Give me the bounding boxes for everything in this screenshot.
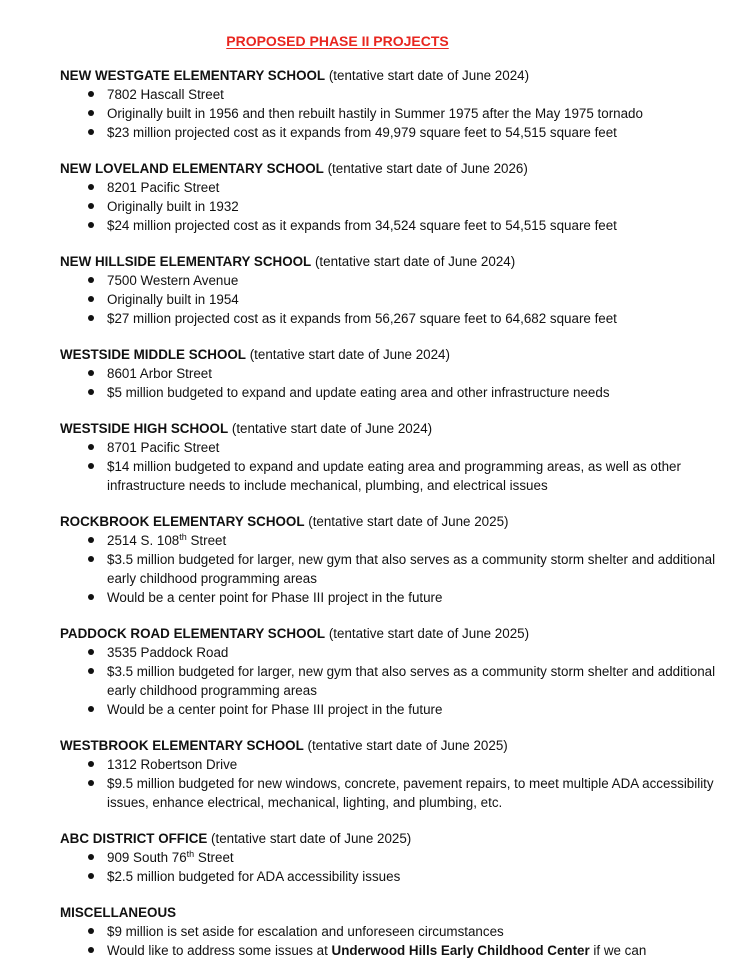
bullet-text: 909 South 76 (107, 850, 187, 865)
project-section (60, 737, 720, 812)
bullet-item: 1312 Robertson Drive (60, 755, 720, 774)
bullet-item: $3.5 million budgeted for larger, new gym that also serves as a community storm shelter and additional early childhood programming areas (60, 662, 720, 700)
start-date-note: (tentative start date of June 2024) (325, 68, 530, 83)
start-date-note: (tentative start date of June 2025) (325, 626, 530, 641)
bullet-text: Street (194, 850, 234, 865)
bullet-item: $5 million budgeted to expand and update eating area and other infrastructure needs (60, 383, 720, 402)
bullet-list (60, 531, 720, 607)
bullet-list (60, 643, 720, 719)
start-date-note: (tentative start date of June 2024) (246, 347, 450, 362)
section-name: NEW WESTGATE ELEMENTARY SCHOOL (60, 68, 326, 83)
section-name: MISCELLANEOUS (60, 905, 177, 920)
start-date-note: (tentative start date of June 2025) (304, 514, 509, 529)
project-list (60, 67, 720, 978)
bullet-item: $2.5 million budgeted for ADA accessibility issues (60, 867, 720, 886)
section-name: NEW LOVELAND ELEMENTARY SCHOOL (60, 161, 324, 176)
bullet-text: Street (186, 533, 227, 548)
bullet-item: Originally built in 1932 (60, 197, 720, 216)
section-heading (60, 253, 720, 271)
section-name: PADDOCK ROAD ELEMENTARY SCHOOL (60, 626, 326, 641)
bullet-list (60, 85, 720, 142)
page-title: PROPOSED PHASE II PROJECTS (226, 33, 449, 49)
ordinal-suffix: th (179, 532, 187, 542)
section-name: ROCKBROOK ELEMENTARY SCHOOL (60, 514, 305, 529)
bullet-item: Would be a center point for Phase III project in the future (60, 700, 720, 719)
bullet-item: 8701 Pacific Street (60, 438, 720, 457)
emphasized-name: Underwood Hills Early Childhood Center (331, 943, 590, 958)
bullet-item: 8601 Arbor Street (60, 364, 720, 383)
project-section (60, 513, 720, 607)
project-section (60, 160, 720, 235)
bullet-item: $23 million projected cost as it expands from 49,979 square feet to 54,515 square feet (60, 123, 720, 142)
project-section (60, 830, 720, 886)
bullet-list (60, 922, 720, 960)
bullet-item: $3.5 million budgeted for larger, new gym that also serves as a community storm shelter and additional early childhood programming areas (60, 550, 720, 588)
project-section (60, 253, 720, 328)
bullet-item: 7802 Hascall Street (60, 85, 720, 104)
bullet-item: 3535 Paddock Road (60, 643, 720, 662)
start-date-note: (tentative start date of June 2025) (303, 738, 508, 753)
bullet-text: Would like to address some issues at (107, 943, 332, 958)
bullet-item (60, 848, 720, 867)
bullet-list (60, 178, 720, 235)
start-date-note: (tentative start date of June 2024) (311, 254, 516, 269)
section-heading (60, 346, 720, 364)
bullet-item: $24 million projected cost as it expands from 34,524 square feet to 54,515 square feet (60, 216, 720, 235)
bullet-text: if we can (589, 943, 647, 958)
bullet-list (60, 364, 720, 402)
project-section (60, 420, 720, 495)
bullet-item: 7500 Western Avenue (60, 271, 720, 290)
bullet-item: 8201 Pacific Street (60, 178, 720, 197)
section-heading (60, 160, 720, 178)
bullet-item: $14 million budgeted to expand and update eating area and programming areas, as well as other infrastructure needs to include mechanical, plumbing, and electrical issues (60, 457, 720, 495)
bullet-item: Would be a center point for Phase III project in the future (60, 588, 720, 607)
ordinal-suffix: th (186, 849, 195, 859)
start-date-note: (tentative start date of June 2024) (228, 421, 433, 436)
section-heading (60, 625, 720, 643)
section-name: ABC DISTRICT OFFICE (60, 831, 208, 846)
section-heading (60, 830, 720, 848)
start-date-note: (tentative start date of June 2025) (207, 831, 412, 846)
start-date-note: (tentative start date of June 2026) (323, 161, 528, 176)
section-name: NEW HILLSIDE ELEMENTARY SCHOOL (60, 254, 312, 269)
section-name: WESTBROOK ELEMENTARY SCHOOL (60, 738, 304, 753)
bullet-list (60, 271, 720, 328)
bullet-item (60, 941, 720, 960)
bullet-item: Originally built in 1956 and then rebuilt hastily in Summer 1975 after the May 1975 tornado (60, 104, 720, 123)
bullet-list (60, 438, 720, 495)
section-heading (60, 904, 720, 922)
bullet-item: $9 million is set aside for escalation and unforeseen circumstances (60, 922, 720, 941)
bullet-item (60, 531, 720, 550)
section-heading (60, 737, 720, 755)
section-heading (60, 420, 720, 438)
section-heading (60, 67, 720, 85)
bullet-text: 2514 S. 108 (107, 533, 180, 548)
bullet-item: $27 million projected cost as it expands from 56,267 square feet to 64,682 square feet (60, 309, 720, 328)
section-name: WESTSIDE HIGH SCHOOL (60, 421, 229, 436)
bullet-list (60, 755, 720, 812)
bullet-item: Originally built in 1954 (60, 290, 720, 309)
project-section (60, 625, 720, 719)
section-heading (60, 513, 720, 531)
project-section (60, 67, 720, 142)
bullet-item: $9.5 million budgeted for new windows, concrete, pavement repairs, to meet multiple ADA accessibility issues, enhance electrical, mechanical, lighting, and plumbing, etc. (60, 774, 720, 812)
project-section (60, 904, 720, 960)
bullet-list (60, 848, 720, 886)
section-name: WESTSIDE MIDDLE SCHOOL (60, 347, 246, 362)
project-section (60, 346, 720, 402)
